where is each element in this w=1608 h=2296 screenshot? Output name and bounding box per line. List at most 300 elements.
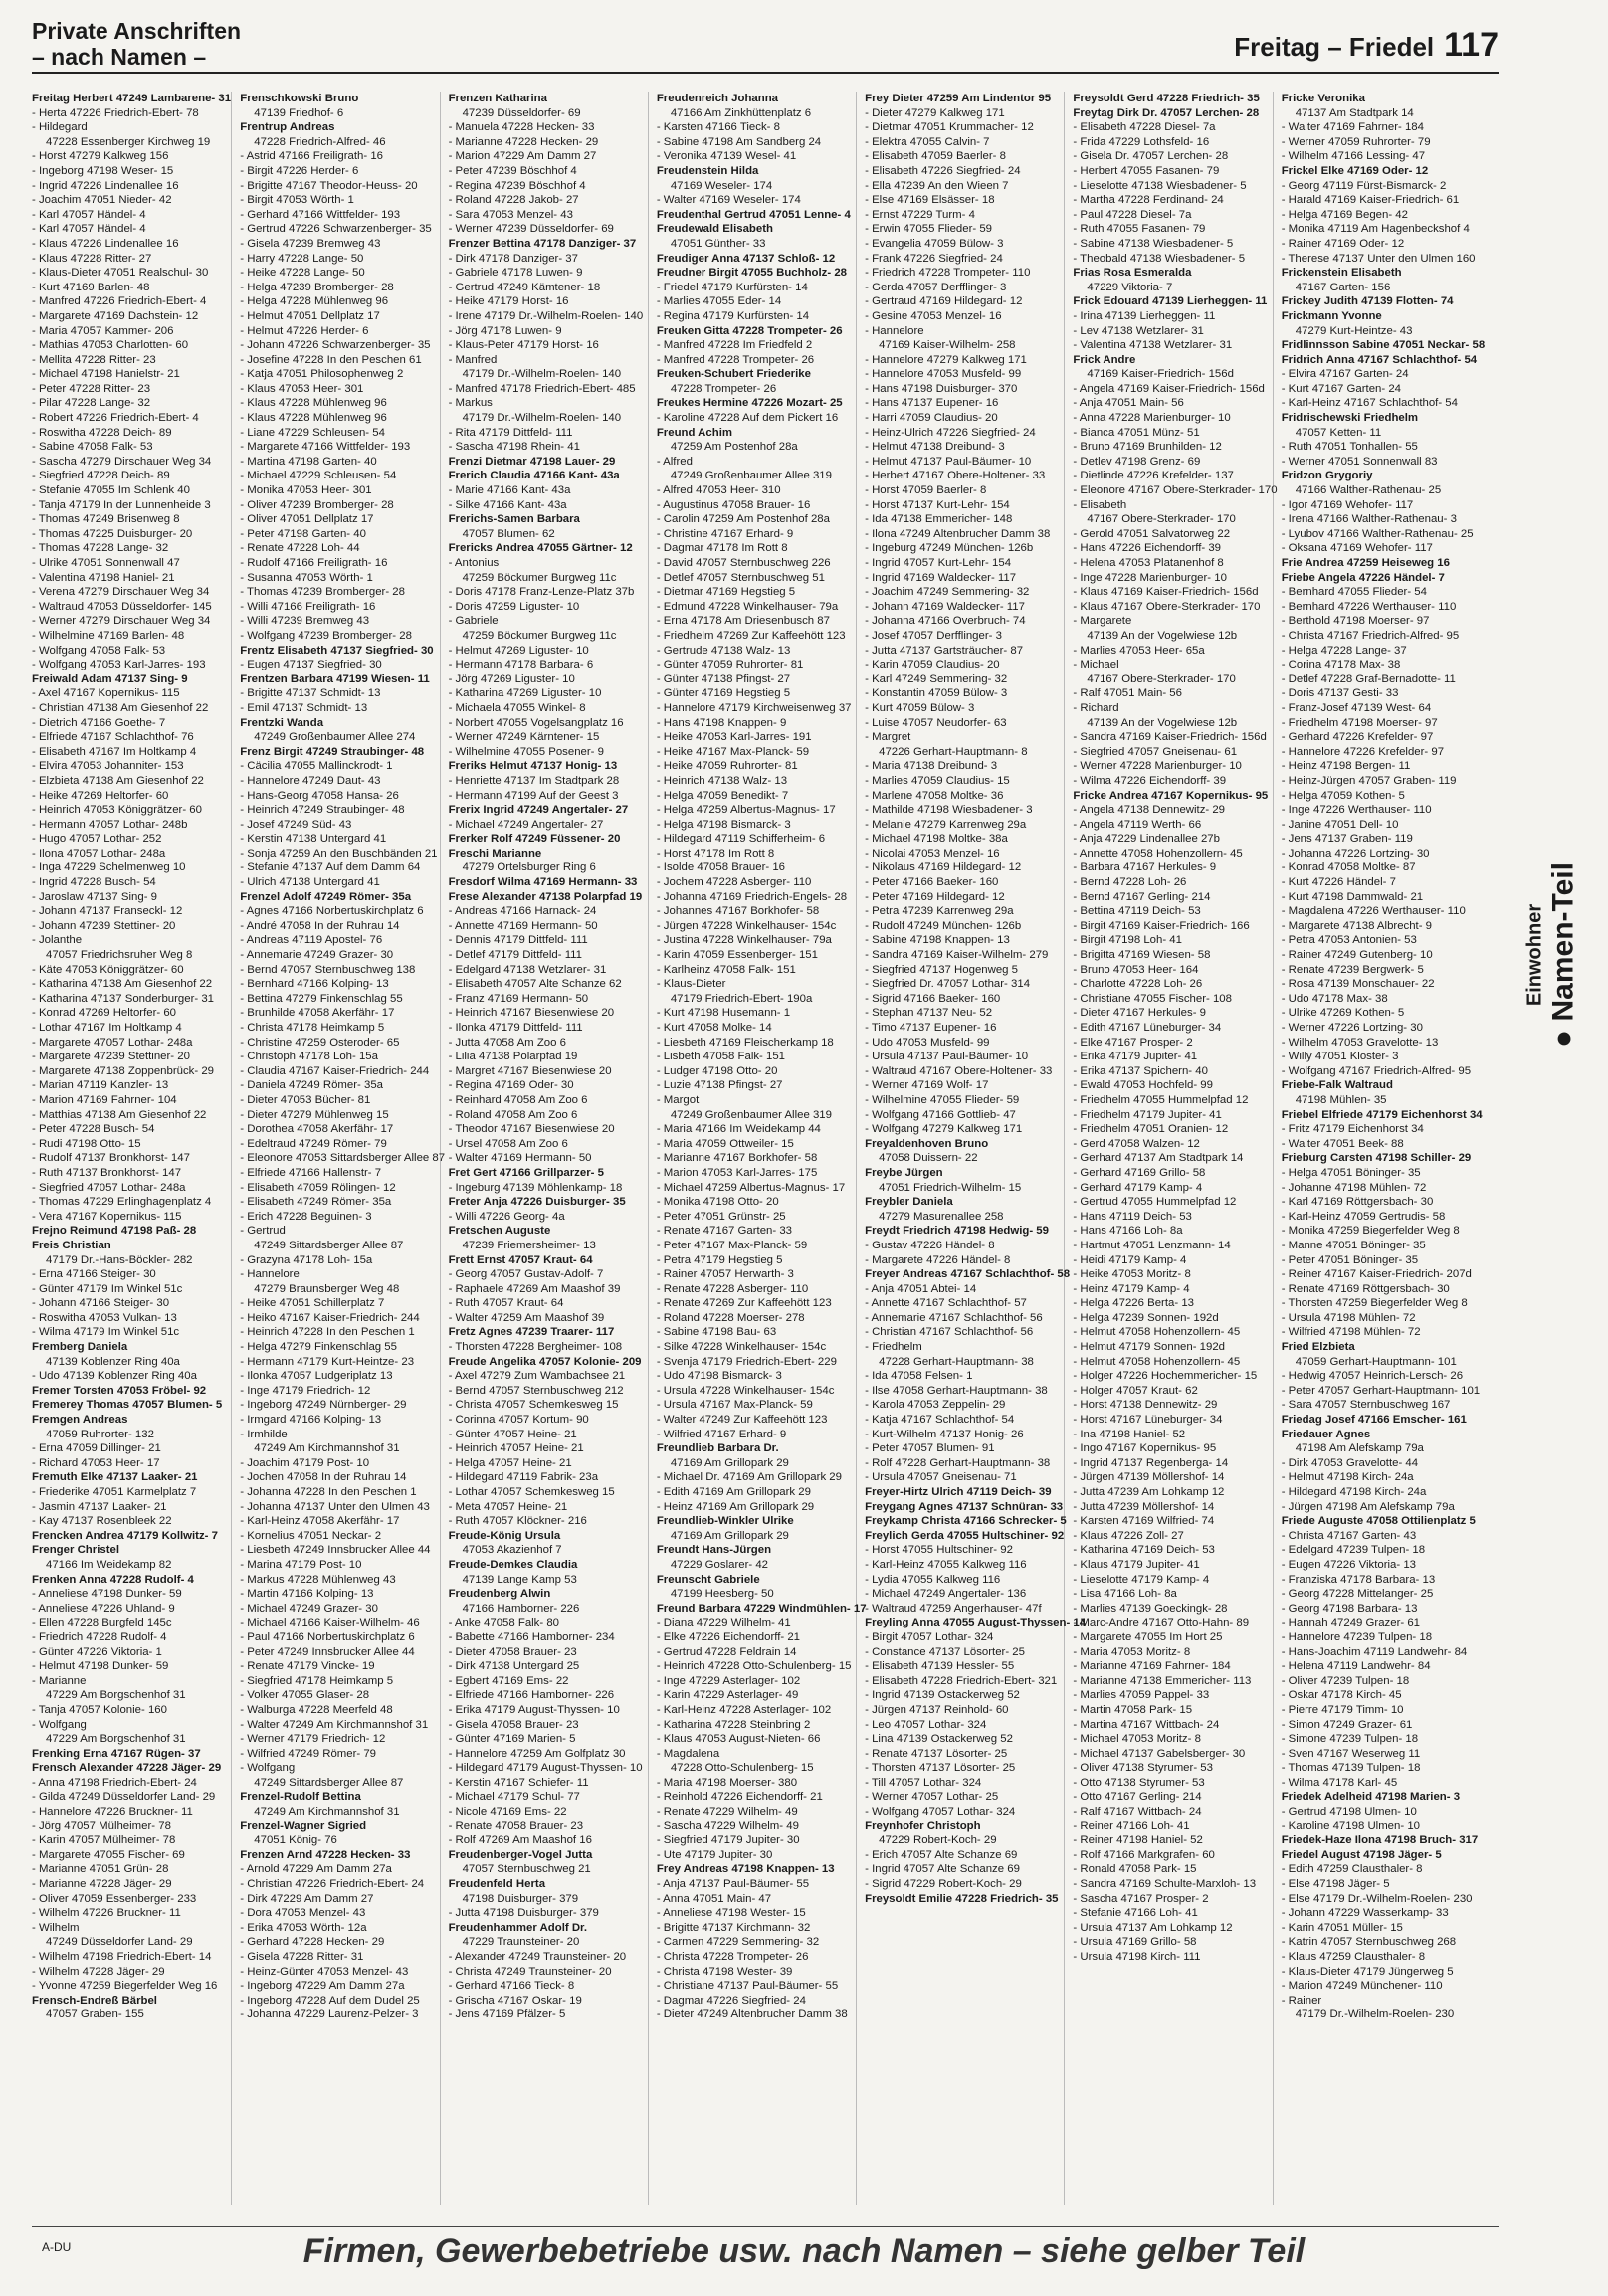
- listing-entry: - Klaus 47228 Ritter- 27: [32, 252, 152, 265]
- listing-entry: - Michael 47259 Albertus-Magnus- 17: [656, 1181, 846, 1194]
- listing-entry: - Gerhard 47228 Hecken- 29: [240, 1936, 385, 1949]
- listing-entry: - Margarete 47055 Im Hort 25: [1073, 1630, 1223, 1643]
- listing-entry: - Isolde 47058 Brauer- 16: [656, 861, 786, 874]
- listing-entry: - Friedhelm 47198 Moerser- 97: [1281, 716, 1438, 729]
- listing-entry: Freundt Hans-Jürgen: [656, 1544, 772, 1557]
- listing-entry: - Dieter 47167 Herkules- 9: [1073, 1007, 1206, 1020]
- listing-entry: - Markus 47228 Mühlenweg 43: [240, 1573, 396, 1586]
- listing-entry: - Simon 47249 Grazer- 61: [1281, 1718, 1413, 1731]
- listing-entry: - Renate 47228 Loh- 44: [240, 542, 360, 555]
- listing-entry: Frensch Alexander 47228 Jäger- 29: [32, 1762, 222, 1775]
- listing-entry: - Johann 47169 Waldecker- 117: [865, 600, 1025, 613]
- listing-entry: - Wilhelm: [32, 1921, 80, 1934]
- listing-entry: - Ute 47179 Jupiter- 30: [656, 1848, 773, 1861]
- listing-entry: - Paul 47228 Diesel- 7a: [1073, 208, 1192, 221]
- listing-entry: - Lothar 47057 Schemkesweg 15: [448, 1486, 615, 1498]
- listing-entry: - Daniela 47249 Römer- 35a: [240, 1079, 384, 1092]
- listing-entry: - Hans-Joachim 47119 Landwehr- 84: [1281, 1645, 1468, 1658]
- listing-entry: - Helga 47051 Böninger- 35: [1281, 1166, 1421, 1179]
- listing-entry: - Else 47169 Elsässer- 18: [865, 194, 995, 207]
- listing-entry: - Klaus 47053 Heer- 301: [240, 382, 364, 395]
- listing-entry: - Johanna 47226 Lortzing- 30: [1281, 847, 1430, 860]
- listing-entry: - Thomas 47229 Erlinghagenplatz 4: [32, 1196, 212, 1209]
- listing-entry: - Gerhard 47166 Tieck- 8: [448, 1980, 575, 1993]
- listing-entry: - Anna 47051 Main- 47: [656, 1892, 772, 1905]
- listing-entry: - Edith 47167 Lüneburger- 34: [1073, 1022, 1222, 1034]
- listing-entry: - Karlheinz 47058 Falk- 151: [656, 963, 796, 976]
- listing-entry: Fricke Andrea 47167 Kopernikus- 95: [1073, 789, 1269, 802]
- listing-entry: - Alfred 47053 Heer- 310: [656, 484, 781, 497]
- listing-entry: - Marc-Andre 47167 Otto-Hahn- 89: [1073, 1617, 1250, 1629]
- listing-entry: - Heidi 47179 Kamp- 4: [1073, 1253, 1187, 1266]
- listing-entry: - Peter 47249 Innsbrucker Allee 44: [240, 1645, 415, 1658]
- listing-entry: - Johanna 47137 Unter den Ulmen 43: [240, 1500, 430, 1513]
- listing-entry: Freude-Demkes Claudia: [448, 1558, 578, 1571]
- listing-entry: - Gisela 47239 Bremweg 43: [240, 237, 381, 250]
- listing-entry: - Wolfgang: [240, 1762, 296, 1775]
- listing-entry: Freygang Agnes 47137 Schnüran- 33: [865, 1500, 1064, 1513]
- listing-entry: - Wilhelm 47166 Lessing- 47: [1281, 150, 1426, 163]
- listing-entry: - Gisela Dr. 47057 Lerchen- 28: [1073, 150, 1229, 163]
- listing-entry: Frenzel-Wagner Sigried: [240, 1819, 367, 1832]
- listing-entry: Freitag Herbert 47249 Lambarene- 31: [32, 93, 232, 104]
- listing-entry: - Margarete 47138 Zoppenbrück- 29: [32, 1064, 214, 1077]
- listing-entry: - Heinz 47169 Am Grillopark 29: [656, 1500, 815, 1513]
- listing-entry: - Peter 47051 Böninger- 35: [1281, 1253, 1419, 1266]
- listing-entry: 47229 Am Borgschenhof 31: [46, 1733, 186, 1746]
- listing-entry: Freydt Friedrich 47198 Hedwig- 59: [865, 1225, 1049, 1238]
- listing-entry: - Regina 47239 Böschhof 4: [448, 179, 586, 192]
- listing-entry: - Jaroslaw 47137 Sing- 9: [32, 890, 157, 903]
- listing-entry: - Konstantin 47059 Bülow- 3: [865, 687, 1008, 700]
- listing-entry: - Renate 47228 Asberger- 110: [656, 1282, 809, 1295]
- listing-entry: - Wilfried 47167 Erhard- 9: [656, 1428, 787, 1440]
- listing-entry: Friedek Adelheid 47198 Marien- 3: [1281, 1791, 1461, 1804]
- listing-entry: - Manfred 47178 Friedrich-Ebert- 485: [448, 382, 636, 395]
- listing-entry: - Horst 47138 Dennewitz- 29: [1073, 1399, 1218, 1412]
- listing-entry: - Peter 47169 Hildegard- 12: [865, 890, 1005, 903]
- listing-entry: Frie Andrea 47259 Heiseweg 16: [1281, 557, 1450, 569]
- listing-entry: - Monika 47198 Otto- 20: [656, 1196, 779, 1209]
- listing-entry: - Karin 47059 Essenberger- 151: [656, 949, 818, 962]
- listing-entry: Frenschkowski Bruno: [240, 93, 359, 104]
- listing-entry: - Marlies 47139 Goeckingk- 28: [1073, 1602, 1228, 1615]
- listing-entry: - Franziska 47178 Barbara- 13: [1281, 1573, 1436, 1586]
- listing-entry: - Silke 47228 Winkelhauser- 154c: [656, 1341, 827, 1354]
- listing-entry: - Bernhard 47055 Flieder- 54: [1281, 586, 1427, 599]
- listing-entry: - Detlef 47057 Sternbuschweg 51: [656, 571, 825, 584]
- listing-entry: - Karin 47059 Claudius- 20: [865, 659, 1000, 671]
- listing-entry: - Holger 47057 Kraut- 62: [1073, 1384, 1198, 1397]
- listing-entry: - Leo 47057 Lothar- 324: [865, 1718, 987, 1731]
- listing-entry: - Jolanthe: [32, 934, 83, 947]
- listing-entry: - Reinhold 47226 Eichendorff- 21: [656, 1791, 823, 1804]
- listing-entry: - Kurt 47226 Händel- 7: [1281, 876, 1396, 889]
- listing-entry: Fricke Veronika: [1281, 93, 1365, 104]
- listing-entry: Frentzki Wanda: [240, 716, 324, 729]
- listing-entry: 47228 Trompeter- 26: [670, 382, 777, 395]
- listing-entry: - Oliver 47138 Styrumer- 53: [1073, 1762, 1213, 1775]
- listing-entry: - Irina 47139 Lierheggen- 11: [1073, 309, 1216, 322]
- listing-entry: - Manfred: [448, 353, 498, 366]
- listing-entry: - Thomas 47228 Lange- 32: [32, 542, 169, 555]
- listing-entry: 47057 Graben- 155: [46, 2009, 144, 2021]
- listing-entry: 47058 Duissern- 22: [879, 1152, 978, 1165]
- listing-entry: - Friedrich 47228 Trompeter- 110: [865, 267, 1031, 280]
- listing-entry: - Sandra 47169 Kaiser-Friedrich- 156d: [1073, 731, 1267, 744]
- listing-entry: Frenzer Bettina 47178 Danziger- 37: [448, 237, 637, 250]
- listing-entry: - Norbert 47055 Vogelsangplatz 16: [448, 716, 624, 729]
- listing-entry: - Monika 47259 Biegerfelder Weg 8: [1281, 1225, 1460, 1238]
- listing-entry: - Konrad 47058 Moltke- 87: [1281, 861, 1416, 874]
- listing-entry: - Nicolai 47053 Menzel- 16: [865, 847, 1000, 860]
- listing-entry: Frenzel-Rudolf Bettina: [240, 1791, 361, 1804]
- listing-entry: - Christa 47167 Friedrich-Alfred- 95: [1281, 629, 1460, 642]
- listing-entry: - Susanna 47053 Wörth- 1: [240, 571, 373, 584]
- listing-entry: - Elisabeth: [1073, 498, 1127, 511]
- listing-entry: - Martina 47167 Wittbach- 24: [1073, 1718, 1220, 1731]
- listing-entry: - Christa 47228 Trompeter- 26: [656, 1951, 809, 1963]
- listing-entry: - Elisabeth 47059 Baerler- 8: [865, 150, 1006, 163]
- listing-entry: - Ingeburg 47139 Möhlenkamp- 18: [448, 1181, 623, 1194]
- listing-entry: - Horst 47137 Kurt-Lehr- 154: [865, 498, 1010, 511]
- listing-entry: - Willi 47226 Georg- 4a: [448, 1210, 565, 1223]
- listing-entry: Frenken Anna 47228 Rudolf- 4: [32, 1573, 194, 1586]
- listing-entry: - Ingeborg 47249 Nürnberger- 29: [240, 1399, 407, 1412]
- listing-entry: - Igor 47169 Wehofer- 117: [1281, 498, 1414, 511]
- listing-entry: - Walburga 47228 Meerfeld 48: [240, 1703, 393, 1716]
- listing-entry: - Ilse 47058 Gerhart-Hauptmann- 38: [865, 1384, 1048, 1397]
- listing-entry: Freundlieb-Winkler Ulrike: [656, 1515, 794, 1528]
- listing-entry: - Marion 47249 Münchener- 110: [1281, 1980, 1443, 1993]
- listing-entry: - Dirk 47138 Untergard 25: [448, 1660, 580, 1673]
- listing-entry: Freytag Dirk Dr. 47057 Lerchen- 28: [1073, 106, 1260, 119]
- listing-entry: - Harald 47169 Kaiser-Friedrich- 61: [1281, 194, 1460, 207]
- listing-entry: - Dietmar 47051 Krummacher- 12: [865, 121, 1034, 134]
- listing-entry: - Karola 47053 Zeppelin- 29: [865, 1399, 1006, 1412]
- listing-entry: - Birgit 47053 Wörth- 1: [240, 194, 354, 207]
- listing-entry: 47166 Im Weidekamp 82: [46, 1558, 172, 1571]
- listing-entry: Freund Barbara 47229 Windmühlen- 17: [656, 1602, 867, 1615]
- listing-entry: Freudenhammer Adolf Dr.: [448, 1921, 588, 1934]
- listing-entry: - Hildegard 47198 Kirch- 24a: [1281, 1486, 1427, 1498]
- listing-entry: - Robert 47226 Friedrich-Ebert- 4: [32, 412, 199, 425]
- listing-entry: - Ursula 47137 Paul-Bäumer- 10: [865, 1051, 1029, 1063]
- listing-entry: - Marlene 47058 Moltke- 36: [865, 789, 1004, 802]
- listing-entry: - Annemarie 47249 Grazer- 30: [240, 949, 394, 962]
- listing-entry: - Hildegard 47119 Schifferheim- 6: [656, 833, 826, 846]
- listing-entry: - Johann 47226 Schwarzenberger- 35: [240, 339, 431, 352]
- listing-entry: - Stephan 47137 Neu- 52: [865, 1007, 993, 1020]
- listing-entry: - Hans 47119 Deich- 53: [1073, 1210, 1192, 1223]
- listing-entry: 47179 Dr.-Wilhelm-Roelen- 140: [462, 368, 622, 381]
- listing-entry: - Helmut 47058 Hohenzollern- 45: [1073, 1326, 1241, 1339]
- listing-entry: - Jochen 47058 In der Ruhrau 14: [240, 1471, 407, 1484]
- listing-entry: - Sabine 47138 Wiesbadener- 5: [1073, 237, 1234, 250]
- listing-entry: Freyling Anna 47055 August-Thyssen- 14: [865, 1617, 1087, 1629]
- listing-entry: - Ida 47058 Felsen- 1: [865, 1370, 973, 1383]
- listing-entry: - Christa 47178 Heimkamp 5: [240, 1022, 385, 1034]
- listing-entry: - Manfred 47228 Trompeter- 26: [656, 353, 815, 366]
- listing-entry: 47169 Kaiser-Friedrich- 156d: [1087, 368, 1234, 381]
- listing-entry: - Petra 47053 Antonien- 53: [1281, 934, 1417, 947]
- listing-entry: - Barbara 47167 Herkules- 9: [1073, 861, 1217, 874]
- listing-entry: - Josefine 47228 In den Peschen 61: [240, 353, 422, 366]
- listing-entry: - Friedhelm 47051 Oranien- 12: [1073, 1123, 1229, 1136]
- listing-entry: - Peter 47167 Max-Planck- 59: [656, 1239, 808, 1251]
- listing-entry: - Ingrid 47057 Kurt-Lehr- 154: [865, 557, 1012, 569]
- listing-entry: Fresdorf Wilma 47169 Hermann- 33: [448, 876, 638, 889]
- listing-entry: - Hugo 47057 Lothar- 252: [32, 833, 162, 846]
- listing-entry: - Hannelore: [865, 324, 924, 337]
- listing-entry: - Oliver 47239 Tulpen- 18: [1281, 1674, 1410, 1687]
- listing-entry: - Sara 47057 Sternbuschweg 167: [1281, 1399, 1451, 1412]
- listing-entry: - Kurt 47058 Molke- 14: [656, 1022, 772, 1034]
- listing-entry: - Gertrud 47198 Ulmen- 10: [1281, 1806, 1417, 1818]
- listing-entry: - Günter 47059 Ruhrorter- 81: [656, 659, 804, 671]
- listing-entry: - Karl-Heinz 47055 Kalkweg 116: [865, 1558, 1027, 1571]
- listing-entry: - Christoph 47178 Loh- 15a: [240, 1051, 378, 1063]
- listing-entry: - Werner 47059 Ruhrorter- 79: [1281, 135, 1431, 148]
- listing-entry: - Rolf 47166 Markgrafen- 60: [1073, 1848, 1215, 1861]
- listing-entry: - Marianne 47167 Borkhofer- 58: [656, 1152, 818, 1165]
- listing-entry: - Hans 47198 Knappen- 9: [656, 716, 787, 729]
- footer-code: A-DU: [42, 2240, 72, 2254]
- listing-entry: - Detlev 47198 Grenz- 69: [1073, 455, 1201, 468]
- listing-entry: - Hedwig 47057 Heinrich-Lersch- 26: [1281, 1370, 1464, 1383]
- listing-entry: - Willi 47166 Freiligrath- 16: [240, 600, 376, 613]
- listing-entry: - Günter 47057 Heine- 21: [448, 1428, 577, 1440]
- listing-entry: - Michael 47249 Grazer- 30: [240, 1602, 378, 1615]
- listing-entry: 47179 Dr.-Wilhelm-Roelen- 230: [1295, 2009, 1455, 2021]
- listing-entry: - Inge 47229 Asterlager- 102: [656, 1674, 801, 1687]
- listing-entry: - Heinz-Jürgen 47057 Graben- 119: [1281, 774, 1457, 787]
- listing-entry: - Elisabeth 47228 Friedrich-Ebert- 321: [865, 1674, 1058, 1687]
- listing-entry: 47167 Obere-Sterkrader- 170: [1087, 672, 1236, 685]
- listing-entry: - Helga 47198 Bismarck- 3: [656, 818, 791, 831]
- listing-entry: 47249 Großenbaumer Allee 319: [670, 470, 832, 482]
- listing-entry: Freybler Daniela: [865, 1196, 953, 1209]
- listing-entry: - Irmgard 47166 Kolping- 13: [240, 1414, 382, 1427]
- listing-entry: - Birgit 47198 Loh- 41: [1073, 934, 1182, 947]
- listing-entry: - Jürgen 47137 Reinhold- 60: [865, 1703, 1009, 1716]
- listing-entry: - Walter 47249 Am Kirchmannshof 31: [240, 1718, 429, 1731]
- listing-entry: - Karl-Heinz 47059 Gertrudis- 58: [1281, 1210, 1446, 1223]
- listing-entry: Fremer Torsten 47053 Fröbel- 92: [32, 1384, 207, 1397]
- listing-entry: - Hannelore 47179 Kirchweisenweg 37: [656, 701, 852, 714]
- listing-entry: - Heinrich 47228 In den Peschen 1: [240, 1326, 415, 1339]
- listing-entry: 47059 Gerhart-Hauptmann- 101: [1295, 1355, 1457, 1368]
- listing-entry: Frenzen Katharina: [448, 93, 547, 104]
- listing-entry: - Ursula 47198 Mühlen- 72: [1281, 1311, 1416, 1324]
- listing-entry: Freyer-Hirtz Ulrich 47119 Deich- 39: [865, 1486, 1052, 1498]
- listing-entry: - Herbert 47167 Obere-Holtener- 33: [865, 470, 1046, 482]
- listing-column: [449, 92, 649, 2205]
- listing-entry: - Brigitte 47167 Theodor-Heuss- 20: [240, 179, 418, 192]
- listing-entry: - Michael 47179 Schul- 77: [448, 1791, 580, 1804]
- listing-entry: - Liesbeth 47249 Innsbrucker Allee 44: [240, 1544, 431, 1557]
- listing-entry: - Ellen 47228 Burgfeld 145c: [32, 1617, 172, 1629]
- listing-entry: - Katharina 47169 Deich- 53: [1073, 1544, 1215, 1557]
- listing-entry: 47279 Masurenallee 258: [879, 1210, 1004, 1223]
- listing-entry: - Petra 47179 Hegstieg 5: [656, 1253, 783, 1266]
- listing-entry: 47166 Am Zinkhüttenplatz 6: [670, 106, 812, 119]
- listing-entry: Friebe Angela 47226 Händel- 7: [1281, 571, 1445, 584]
- listing-entry: - Marion 47053 Karl-Jarres- 175: [656, 1166, 818, 1179]
- listing-entry: - Katrin 47057 Sternbuschweg 268: [1281, 1936, 1457, 1949]
- listing-entry: - Wilhelmine 47169 Barlen- 48: [32, 629, 185, 642]
- listing-entry: - Friederike 47051 Karmelplatz 7: [32, 1486, 197, 1498]
- listing-entry: - Gerd 47058 Walzen- 12: [1073, 1137, 1200, 1150]
- listing-entry: - Paul 47166 Norbertuskirchplatz 6: [240, 1630, 415, 1643]
- listing-entry: - Herbert 47055 Fasanen- 79: [1073, 164, 1220, 177]
- listing-entry: - Ulrike 47051 Sonnenwall 47: [32, 557, 180, 569]
- listing-entry: - Kurt 47198 Dammwald- 21: [1281, 890, 1424, 903]
- listing-entry: - Käte 47053 Königgrätzer- 60: [32, 963, 184, 976]
- listing-entry: - Sigrid 47166 Baeker- 160: [865, 992, 1001, 1005]
- listing-entry: - Bernd 47167 Gerling- 214: [1073, 890, 1211, 903]
- listing-entry: - Berthold 47198 Moerser- 97: [1281, 615, 1430, 628]
- listing-entry: - Maria 47198 Moerser- 380: [656, 1776, 798, 1789]
- listing-entry: 47057 Friedrichsruher Weg 8: [46, 949, 193, 962]
- listing-entry: - Roland 47058 Am Zoo 6: [448, 1108, 578, 1121]
- listing-entry: - Volker 47055 Glaser- 28: [240, 1689, 370, 1702]
- listing-entry: - Richard: [1073, 701, 1119, 714]
- listing-entry: - Helmut 47179 Sonnen- 192d: [1073, 1341, 1226, 1354]
- listing-entry: - Ursel 47058 Am Zoo 6: [448, 1137, 568, 1150]
- listing-entry: - Elektra 47055 Calvin- 7: [865, 135, 990, 148]
- listing-entry: - Anja 47051 Abtei- 14: [865, 1282, 977, 1295]
- listing-entry: - Friedel 47179 Kurfürsten- 14: [656, 281, 808, 293]
- listing-entry: - Gerda 47057 Derfflinger- 3: [865, 281, 1007, 293]
- listing-entry: Freis Christian: [32, 1239, 111, 1251]
- listing-entry: - Arnold 47229 Am Damm 27a: [240, 1863, 392, 1876]
- listing-entry: - Dirk 47178 Danziger- 37: [448, 252, 578, 265]
- listing-entry: - Christa 47249 Traunsteiner- 20: [448, 1965, 612, 1978]
- listing-entry: - Friedrich 47228 Rudolf- 4: [32, 1630, 167, 1643]
- listing-entry: Fremberg Daniela: [32, 1341, 128, 1354]
- listing-entry: Friebel Elfriede 47179 Eichenhorst 34: [1281, 1108, 1483, 1121]
- listing-entry: - Rudolf 47166 Freiligrath- 16: [240, 557, 388, 569]
- listing-entry: - Dagmar 47226 Siegfried- 24: [656, 1994, 806, 2007]
- listing-entry: - Elisabeth 47228 Diesel- 7a: [1073, 121, 1216, 134]
- listing-entry: Frickenstein Elisabeth: [1281, 267, 1402, 280]
- listing-entry: - Heinrich 47249 Straubinger- 48: [240, 804, 405, 817]
- listing-entry: - Wilhelm 47228 Jäger- 29: [32, 1965, 165, 1978]
- listing-entry: - Martin 47058 Park- 15: [1073, 1703, 1193, 1716]
- listing-entry: - Walter 47051 Beek- 88: [1281, 1137, 1404, 1150]
- listing-entry: - Heike 47053 Moritz- 8: [1073, 1268, 1191, 1281]
- listing-entry: - Rudi 47198 Otto- 15: [32, 1137, 141, 1150]
- listing-entry: - Nicole 47169 Ems- 22: [448, 1806, 567, 1818]
- listing-entry: - Otto 47167 Gerling- 214: [1073, 1791, 1202, 1804]
- listing-entry: 47239 Düsseldorfer- 69: [462, 106, 581, 119]
- listing-entry: - Johann 47137 Franseckl- 12: [32, 905, 183, 918]
- listing-entry: - Christa 47198 Wester- 39: [656, 1965, 793, 1978]
- listing-entry: Freter Anja 47226 Duisburger- 35: [448, 1196, 626, 1209]
- listing-entry: - Karoline 47198 Ulmen- 10: [1281, 1819, 1420, 1832]
- listing-entry: - Edith 47259 Clausthaler- 8: [1281, 1863, 1423, 1876]
- listing-entry: - Mellita 47228 Ritter- 23: [32, 353, 156, 366]
- listing-entry: Friedag Josef 47166 Emscher- 161: [1281, 1414, 1467, 1427]
- listing-entry: - Ulrich 47138 Untergard 41: [240, 876, 380, 889]
- listing-entry: - Anneliese 47198 Dunker- 59: [32, 1588, 182, 1601]
- listing-entry: - Siegfried 47137 Hogenweg 5: [865, 963, 1019, 976]
- listing-entry: - Ursula 47057 Gneisenau- 71: [865, 1471, 1017, 1484]
- listing-entry: - Lisbeth 47058 Falk- 151: [656, 1051, 786, 1063]
- listing-entry: - Heinz 47198 Bergen- 11: [1281, 760, 1411, 773]
- listing-entry: - Egbert 47169 Ems- 22: [448, 1674, 569, 1687]
- listing-entry: - Katja 47051 Philosophenweg 2: [240, 368, 404, 381]
- listing-entry: - Renate 47269 Zur Kaffeehött 123: [656, 1297, 832, 1310]
- listing-entry: - Lydia 47055 Kalkweg 116: [865, 1573, 1001, 1586]
- listing-entry: Fridrischewski Friedhelm: [1281, 412, 1419, 425]
- listing-entry: - Konrad 47269 Heltorfer- 60: [32, 1007, 176, 1020]
- listing-entry: - Heinrich 47138 Walz- 13: [656, 774, 788, 787]
- listing-entry: - Annette 47058 Hohenzollern- 45: [1073, 847, 1243, 860]
- listing-entry: - Helena 47119 Landwehr- 84: [1281, 1660, 1431, 1673]
- listing-entry: - Renate 47137 Lösorter- 25: [865, 1747, 1008, 1760]
- listing-entry: - Heike 47059 Ruhrorter- 81: [656, 760, 798, 773]
- listing-entry: - Gertrud: [240, 1225, 286, 1238]
- listing-entry: Frick Andre: [1073, 353, 1136, 366]
- listing-entry: - Wilma 47226 Eichendorff- 39: [1073, 774, 1227, 787]
- listing-entry: - Marlies 47059 Pappel- 33: [1073, 1689, 1210, 1702]
- side-tab: [1512, 756, 1592, 1174]
- listing-entry: - Pilar 47228 Lange- 32: [32, 397, 151, 410]
- listing-entry: - Svenja 47179 Friedrich-Ebert- 229: [656, 1355, 837, 1368]
- listing-entry: - Dora 47053 Menzel- 43: [240, 1907, 366, 1920]
- listing-entry: Freudenfeld Herta: [448, 1878, 546, 1891]
- listing-entry: Freynhofer Christoph: [865, 1819, 981, 1832]
- listing-entry: - Lisa 47166 Loh- 8a: [1073, 1588, 1177, 1601]
- listing-entry: - Martin 47166 Kolping- 13: [240, 1588, 374, 1601]
- listing-entry: - Michael Dr. 47169 Am Grillopark 29: [656, 1471, 842, 1484]
- listing-entry: Frencken Andrea 47179 Kollwitz- 7: [32, 1529, 218, 1542]
- listing-entry: 47259 Böckumer Burgweg 11c: [462, 629, 617, 642]
- listing-entry: - Kornelius 47051 Neckar- 2: [240, 1529, 382, 1542]
- listing-entry: Frey Dieter 47259 Am Lindentor 95: [865, 93, 1052, 104]
- listing-entry: - Rolf 47228 Gerhart-Hauptmann- 38: [865, 1456, 1051, 1469]
- listing-entry: - Christiane 47055 Fischer- 108: [1073, 992, 1232, 1005]
- listing-entry: 47169 Am Grillopark 29: [670, 1529, 789, 1542]
- listing-entry: - Johanna 47228 In den Peschen 1: [240, 1486, 417, 1498]
- listing-entry: - Melanie 47279 Karrenweg 29a: [865, 818, 1027, 831]
- listing-entry: 47057 Ketten- 11: [1295, 426, 1382, 439]
- listing-entry: - Karoline 47228 Auf dem Pickert 16: [656, 412, 839, 425]
- listing-entry: - Pierre 47179 Timm- 10: [1281, 1703, 1404, 1716]
- listing-entry: - Hermann 47057 Lothar- 248b: [32, 818, 188, 831]
- listing-entry: - Christa 47167 Garten- 43: [1281, 1529, 1417, 1542]
- listing-entry: - Ursula 47169 Grillo- 58: [1073, 1936, 1197, 1949]
- listing-entry: - Erwin 47055 Flieder- 59: [865, 223, 993, 236]
- listing-entry: - Helga 47059 Kothen- 5: [1281, 789, 1405, 802]
- listing-entry: - Meta 47057 Heine- 21: [448, 1500, 568, 1513]
- listing-entry: - Mathias 47053 Charlotten- 60: [32, 339, 189, 352]
- listing-entry: - Babette 47166 Hamborner- 234: [448, 1630, 615, 1643]
- listing-entry: Frensch-Endreß Bärbel: [32, 1994, 157, 2007]
- listing-entry: - Klaus 47228 Mühlenweg 96: [240, 412, 387, 425]
- listing-entry: - Lev 47138 Wetzlarer- 31: [1073, 324, 1204, 337]
- listing-entry: - Erika 47053 Wörth- 12a: [240, 1921, 367, 1934]
- listing-entry: - Johannes 47167 Borkhofer- 58: [656, 905, 820, 918]
- listing-entry: - Peter 47228 Ritter- 23: [32, 382, 151, 395]
- listing-entry: - Oskar 47178 Kirch- 45: [1281, 1689, 1402, 1702]
- listing-entry: - Dietlinde 47226 Krefelder- 137: [1073, 470, 1234, 482]
- listing-entry: - Gertrude 47138 Walz- 13: [656, 644, 791, 657]
- listing-entry: - Lieselotte 47138 Wiesbadener- 5: [1073, 179, 1247, 192]
- listing-entry: - Horst 47059 Baerler- 8: [865, 484, 987, 497]
